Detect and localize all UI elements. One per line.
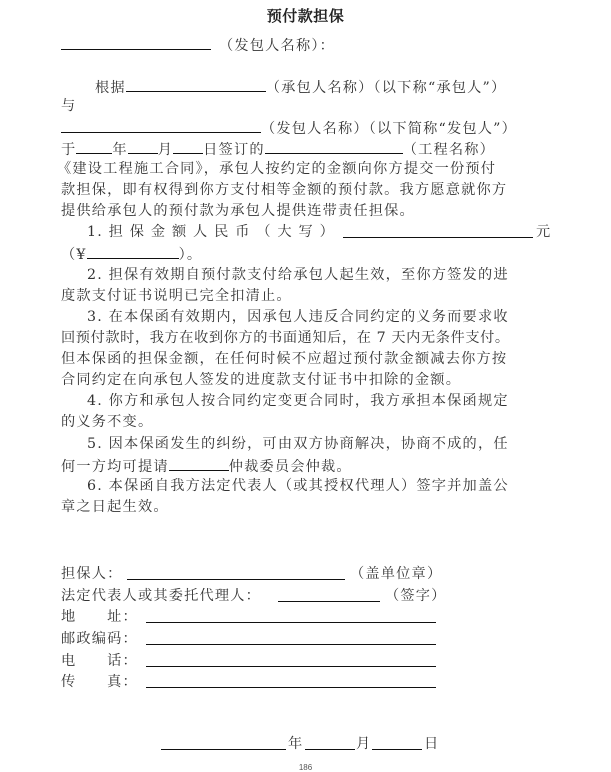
address-blank[interactable] [146, 607, 436, 623]
date-year-text: 年 [288, 736, 304, 752]
intro-body-1: 《建设工程施工合同》，承包人按约定的金额向你方提交一份预付 [57, 161, 497, 177]
contractor-name-hint: （承包人名称）（以下称“承包人”） [265, 80, 507, 96]
guarantor-note: （盖单位章） [350, 566, 443, 582]
clause-2-line-1: 2. 担保有效期自预付款支付给承包人起生效，至你方签发的进 [87, 267, 509, 283]
fax-blank[interactable] [146, 672, 436, 688]
intro-and: 与 [61, 98, 77, 114]
postcode-label: 邮政编码： [61, 631, 138, 647]
employer-name-blank[interactable] [61, 34, 211, 50]
arbitration-commission-blank[interactable] [169, 455, 229, 471]
guarantor-label: 担保人： [61, 566, 123, 582]
date-year-blank[interactable] [161, 734, 286, 750]
project-name-blank[interactable] [265, 138, 403, 154]
employer-name-blank-2[interactable] [61, 117, 261, 133]
clause-5-prefix: 何一方均可提请 [61, 459, 169, 475]
on-text: 于 [61, 142, 77, 158]
fax-label: 传 真： [61, 674, 138, 690]
sign-year-blank[interactable] [76, 138, 112, 154]
clause-1-text: 1. 担 保 金 额 人 民 币 （ 大 写 ） [87, 224, 336, 240]
project-name-hint: （工程名称） [402, 142, 496, 158]
clause-4-line-1: 4. 你方和承包人按合同约定变更合同时，我方承担本保函规定 [87, 393, 509, 409]
clause-1-line-1 [87, 222, 335, 242]
amount-words-blank[interactable] [343, 222, 533, 238]
legal-rep-blank[interactable] [278, 586, 380, 602]
clause-3-line-1: 3. 在本保函有效期内，因承包人违反合同约定的义务而要求收 [87, 309, 509, 325]
intro-body-3: 提供给承包人的预付款为承包人提供连带责任担保。 [61, 203, 415, 219]
employer-name-hint: （发包人名称）（以下简称“发包人”） [261, 121, 518, 137]
clause-5-line-1: 5. 因本保函发生的纠纷，可由双方协商解决，协商不成的，任 [87, 436, 509, 452]
intro-line-2 [61, 117, 517, 139]
guarantor-blank[interactable] [127, 564, 345, 580]
date-month-text: 月 [356, 736, 372, 752]
address-label: 地 址： [61, 609, 138, 625]
amount-figure-prefix: （¥ [61, 247, 87, 263]
amount-figure-blank[interactable] [87, 243, 179, 259]
amount-figure-suffix: ）。 [178, 247, 203, 263]
legal-rep-row [61, 586, 261, 606]
legal-rep-note: （签字） [385, 588, 447, 604]
date-month-blank[interactable] [305, 734, 355, 750]
contractor-name-blank[interactable] [126, 76, 266, 92]
document-title: 预付款担保 [266, 7, 345, 25]
clause-6-line-1: 6. 本保函自我方法定代表人（或其授权代理人）签字并加盖公 [87, 478, 509, 494]
according-to-text: 根据 [95, 80, 126, 96]
month-text: 月 [157, 142, 174, 158]
date-day-text: 日 [424, 736, 440, 752]
day-signed-text: 日签订的 [203, 142, 265, 158]
sign-month-blank[interactable] [128, 138, 158, 154]
clause-4-line-2: 的义务不变。 [61, 414, 154, 430]
intro-line-1 [95, 76, 506, 98]
clause-1-yuan: 元 [536, 224, 552, 240]
phone-label: 电 话： [61, 653, 138, 669]
sign-day-blank[interactable] [173, 138, 203, 154]
clause-3-line-4: 合同约定在向承包人签发的进度款支付证书中扣除的金额。 [61, 372, 462, 388]
addressee-line [61, 34, 335, 56]
clause-1-line-2 [61, 243, 202, 265]
date-day-blank[interactable] [372, 734, 422, 750]
guarantor-row [61, 564, 123, 584]
clause-3-line-2: 回预付款时，我方在收到你方的书面通知后，在 7 天内无条件支付。 [61, 330, 510, 346]
intro-body-2: 款担保，即有权得到你方支付相等金额的预付款。我方愿意就你方 [61, 182, 508, 198]
clause-2-line-2: 度款支付证书说明已完全扣清止。 [61, 288, 292, 304]
clause-6-line-2: 章之日起生效。 [61, 499, 169, 515]
addressee-hint: （发包人名称）： [219, 38, 336, 54]
phone-blank[interactable] [146, 651, 436, 667]
intro-line-3 [61, 138, 495, 160]
clause-5-suffix: 仲裁委员会仲裁。 [228, 459, 352, 475]
legal-rep-label: 法定代表人或其委托代理人： [61, 588, 262, 604]
year-text: 年 [112, 142, 128, 158]
postcode-blank[interactable] [146, 629, 436, 645]
clause-3-line-3: 但本保函的担保金额，在任何时候不应超过预付款金额减去你方按 [61, 351, 508, 367]
page-number: 186 [298, 763, 313, 772]
clause-5-line-2 [61, 455, 352, 477]
